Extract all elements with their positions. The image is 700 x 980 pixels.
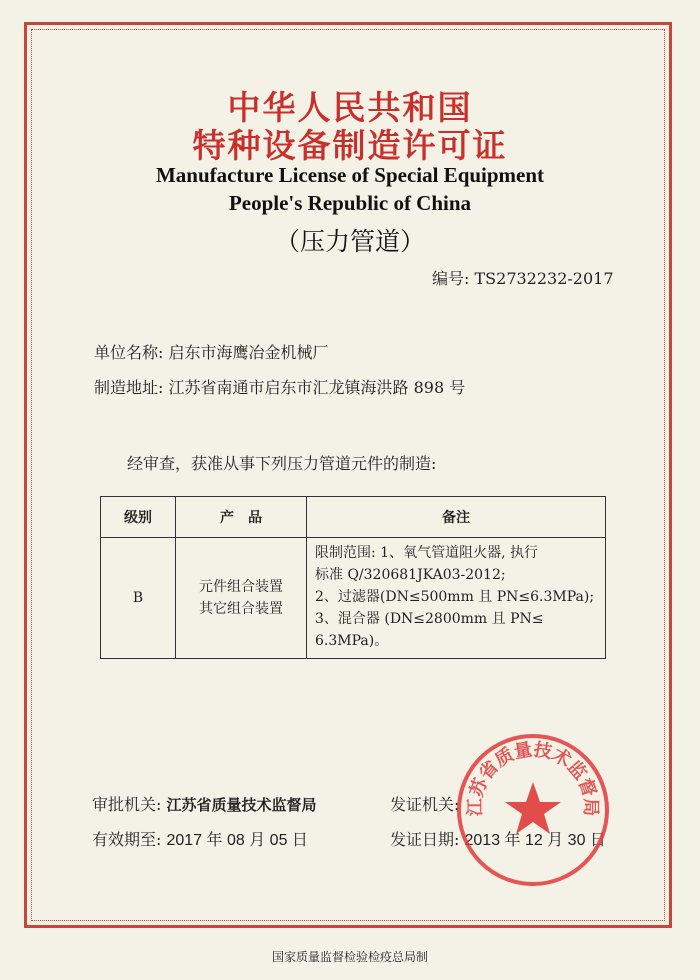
address-row <box>94 375 465 398</box>
note-line: 限制范围: 1、氧气管道阻火器, 执行 <box>315 545 538 561</box>
subtitle: （压力管道） <box>274 227 425 256</box>
valid-until-value: 2017 年 08 月 05 日 <box>166 832 308 849</box>
cell-products <box>176 538 307 659</box>
title-cn-line2: 特种设备制造许可证 <box>192 126 508 165</box>
product-item: 元件组合装置 <box>199 579 283 595</box>
issuing-authority-label: 发证机关: <box>390 795 460 814</box>
note-line: 标准 Q/320681JKA03-2012; <box>315 567 506 583</box>
approval-authority-row <box>92 792 317 815</box>
header-notes: 备注 <box>307 497 606 538</box>
approval-authority-value: 江苏省质量技术监督局 <box>166 796 317 814</box>
cell-level: B <box>101 538 176 659</box>
approval-statement: 经审查，获准从事下列压力管道元件的制造: <box>127 454 437 473</box>
title-en-line1: Manufacture License of Special Equipment <box>155 163 545 187</box>
product-item: 其它组合装置 <box>199 601 283 617</box>
license-number-value: TS2732232-2017 <box>474 269 614 288</box>
cell-notes <box>307 538 606 659</box>
issue-date-value: 2013 年 12 月 30 日 <box>464 832 606 849</box>
license-number <box>432 266 614 289</box>
issue-date-label: 发证日期: <box>390 830 460 849</box>
footer-issuer: 国家质量监督检验检疫总局制 <box>271 950 428 964</box>
seal-text: 江苏省质量技术监督局 <box>464 739 602 817</box>
valid-until-row <box>92 827 308 850</box>
issuing-authority-row <box>390 792 459 815</box>
title-en-line2: People's Republic of China <box>228 191 472 215</box>
unit-name-row <box>94 340 329 363</box>
header-product: 产 品 <box>176 497 307 538</box>
unit-name-label: 单位名称: <box>94 343 164 362</box>
header-level: 级别 <box>101 497 176 538</box>
table-header-row <box>101 497 606 538</box>
seal-star-icon <box>505 782 561 834</box>
address-label: 制造地址: <box>94 378 164 397</box>
table-row <box>101 538 606 659</box>
license-number-label: 编号: <box>432 269 470 288</box>
note-line: 2、过滤器(DN≤500mm 且 PN≤6.3MPa); <box>315 589 595 605</box>
note-line: 3、混合器 (DN≤2800mm 且 PN≤ <box>315 611 544 627</box>
product-table <box>100 496 606 659</box>
official-seal <box>453 730 613 890</box>
unit-name-value: 启东市海鹰冶金机械厂 <box>168 343 329 362</box>
valid-until-label: 有效期至: <box>92 830 162 849</box>
note-line: 6.3MPa)。 <box>315 633 389 649</box>
address-value: 江苏省南通市启东市汇龙镇海洪路 898 号 <box>168 378 466 397</box>
title-cn-line1: 中华人民共和国 <box>227 88 473 127</box>
approval-authority-label: 审批机关: <box>92 795 162 814</box>
